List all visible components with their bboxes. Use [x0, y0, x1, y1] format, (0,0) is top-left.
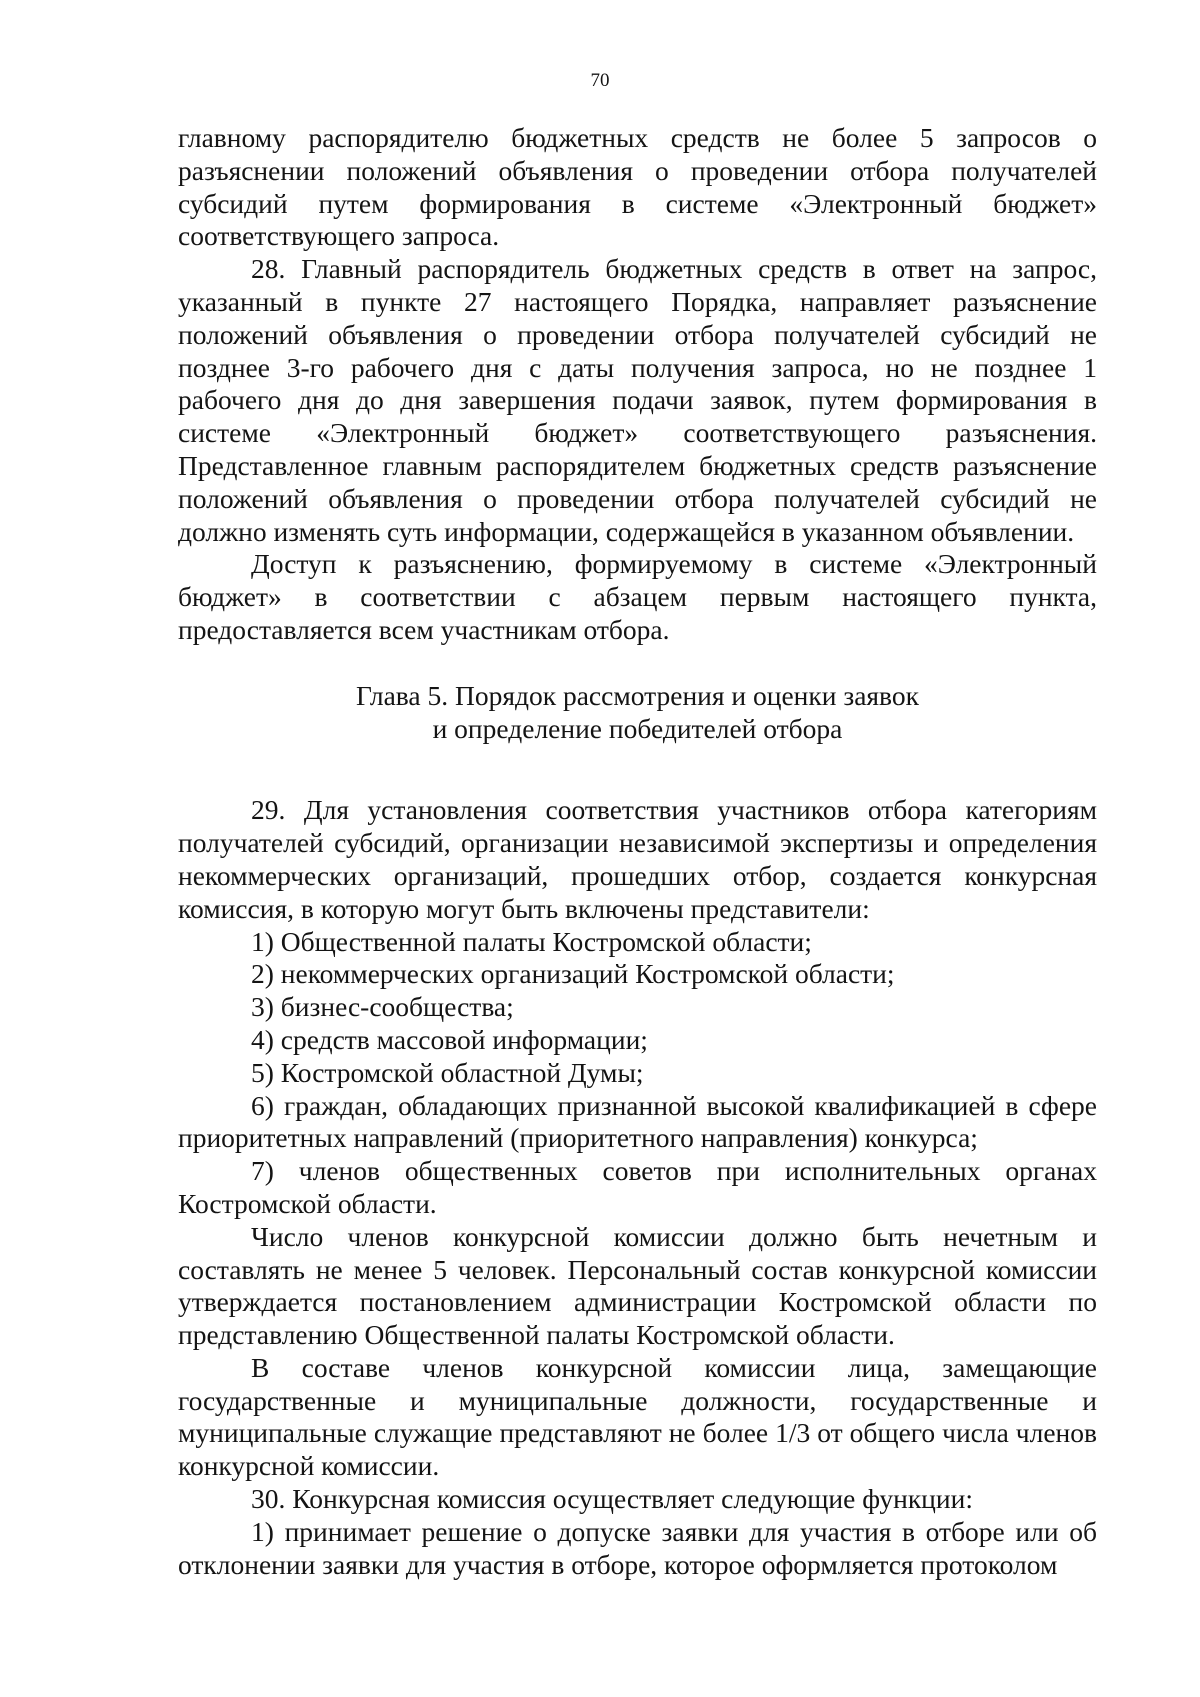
document-body — [178, 122, 1097, 1581]
list-item: 4) средств массовой информации; — [251, 1023, 648, 1055]
chapter-heading — [178, 680, 1097, 746]
paragraph: 28. Главный распорядитель бюджетных средств в ответ на запрос, указанный в пункте 27 настоящего Порядка, направляет разъяснение положений объявления о проведении отбора получателей субсидий не позднее 3-го рабочего дня с даты получения запроса, но не позднее 1 рабочего дня до дня завершения подачи заявок, путем формирования в системе «Электронный бюджет» соответствующего разъяснения. Представленное главным распорядителем бюджетных средств разъяснение положений объявления о проведении отбора получателей субсидий не должно изменять суть информации, содержащейся в указанном объявлении. — [178, 253, 1097, 547]
paragraph: Число членов конкурсной комиссии должно быть нечетным и составлять не менее 5 человек. Персональный состав конкурсной комиссии утверждается постановлением администрации Костромской области по представлению Общественной палаты Костромской области. — [178, 1220, 1097, 1351]
paragraph: Доступ к разъяснению, формируемому в системе «Электронный бюджет» в соответствии с абзацем первым настоящего пункта, предоставляется всем участникам отбора. — [178, 548, 1097, 645]
paragraph: 29. Для установления соответствия участников отбора категориям получателей субсидий, организации независимой экспертизы и определения некоммерческих организаций, прошедших отбор, создается конкурсная комиссия, в которую могут быть включены представители: — [178, 794, 1097, 924]
list-item: 1) принимает решение о допуске заявки для участия в отборе или об отклонении заявки для участия в отборе, которое оформляется протоколом — [178, 1515, 1097, 1580]
chapter-heading-line: Глава 5. Порядок рассмотрения и оценки заявок — [356, 679, 919, 711]
page-number: 70 — [590, 70, 610, 91]
list-item: 5) Костромской областной Думы; — [251, 1056, 644, 1088]
list-item: 6) граждан, обладающих признанной высокой квалификацией в сфере приоритетных направлений (приоритетного направления) конкурса; — [178, 1089, 1097, 1154]
paragraph: главному распорядителю бюджетных средств не более 5 запросов о разъяснении положений объявления о проведении отбора получателей субсидий путем формирования в системе «Электронный бюджет» соответствующего запроса. — [178, 122, 1097, 252]
paragraph: В составе членов конкурсной комиссии лица, замещающие государственные и муниципальные должности, государственные и муниципальные служащие представляют не более 1/3 от общего числа членов конкурсной комиссии. — [178, 1351, 1097, 1482]
paragraph: 30. Конкурсная комиссия осуществляет следующие функции: — [251, 1483, 973, 1515]
list-item: 2) некоммерческих организаций Костромской области; — [251, 958, 895, 990]
list-item: 3) бизнес-сообщества; — [251, 991, 514, 1023]
list-item: 1) Общественной палаты Костромской области; — [251, 925, 812, 957]
chapter-heading-line: и определение победителей отбора — [432, 712, 843, 744]
list-item: 7) членов общественных советов при исполнительных органах Костромской области. — [178, 1155, 1097, 1219]
